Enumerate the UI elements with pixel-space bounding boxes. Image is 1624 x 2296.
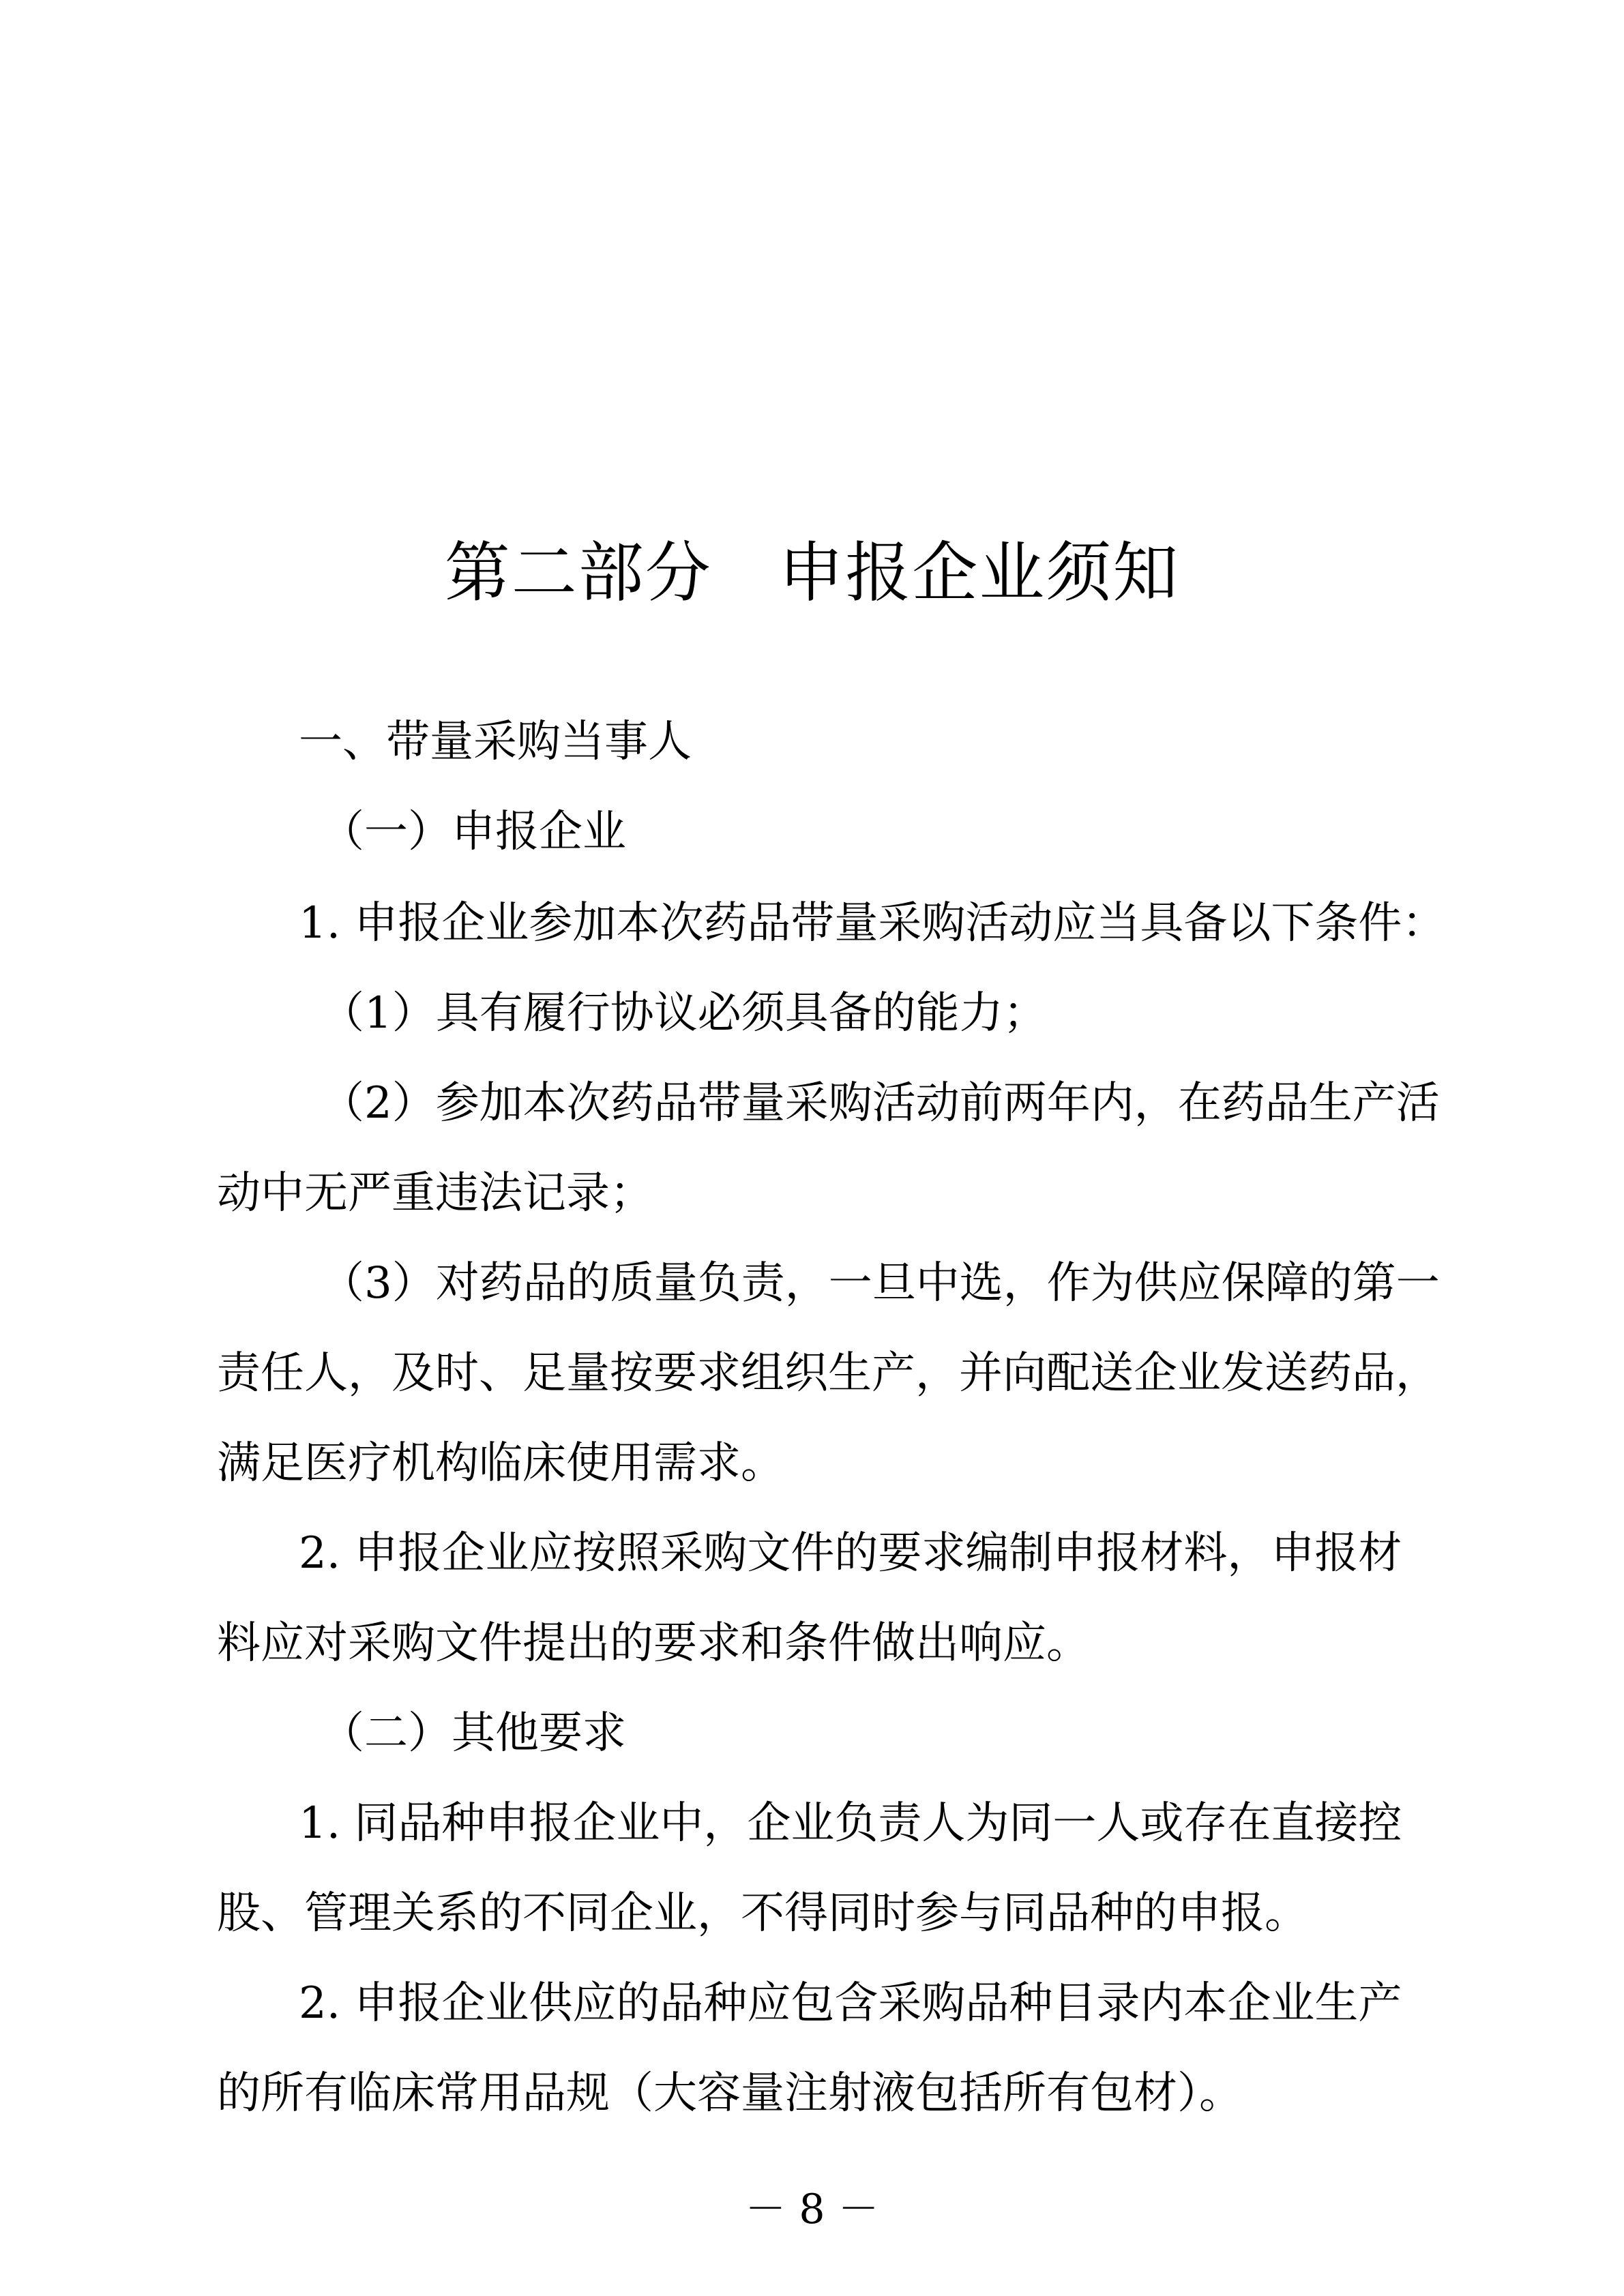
page-number: － 8 － [745,2186,879,2233]
condition-3-continued-2: 满足医疗机构临床使用需求。 [217,1438,784,1489]
condition-1-number: （1） [321,988,436,1039]
condition-1 [321,986,1047,1041]
condition-3-continued-1: 责任人，及时、足量按要求组织生产，并向配送企业发送药品， [217,1348,1439,1399]
requirement-1 [299,1796,1402,1851]
paragraph-2-text: 申报企业应按照采购文件的要求编制申报材料，申报材 [340,1528,1402,1579]
condition-2-text: 参加本次药品带量采购活动前两年内，在药品生产活 [435,1078,1440,1129]
requirement-1-number: 1. [299,1798,341,1849]
condition-1-text: 具有履行协议必须具备的能力； [435,988,1047,1039]
paragraph-1-number: 1. [299,898,341,949]
condition-2 [321,1076,1440,1131]
paragraph-1-text: 申报企业参加本次药品带量采购活动应当具备以下条件： [340,898,1446,949]
section-title: 第二部分 申报企业须知 [444,535,1180,611]
paragraph-2 [299,1526,1402,1581]
requirement-1-text: 同品种申报企业中，企业负责人为同一人或存在直接控 [340,1798,1402,1849]
requirement-2 [299,1976,1402,2031]
condition-2-number: （2） [321,1078,436,1129]
subheading-applicant: （一）申报企业 [321,807,626,857]
condition-3-text: 对药品的质量负责，一旦中选，作为供应保障的第一 [435,1258,1440,1309]
requirement-2-number: 2. [299,1978,341,2029]
requirement-2-continued: 的所有临床常用品规（大容量注射液包括所有包材）。 [217,2068,1243,2119]
condition-2-continued: 动中无严重违法记录； [217,1168,653,1219]
subheading-other-requirements: （二）其他要求 [321,1708,626,1759]
paragraph-2-continued: 料应对采购文件提出的要求和条件做出响应。 [217,1618,1090,1669]
heading-parties: 一、带量采购当事人 [299,717,692,767]
requirement-1-continued: 股、管理关系的不同企业，不得同时参与同品种的申报。 [217,1888,1308,1939]
paragraph-1 [299,896,1445,951]
condition-3-number: （3） [321,1258,436,1309]
paragraph-2-number: 2. [299,1528,341,1579]
condition-3 [321,1256,1440,1311]
requirement-2-text: 申报企业供应的品种应包含采购品种目录内本企业生产 [340,1978,1402,2029]
